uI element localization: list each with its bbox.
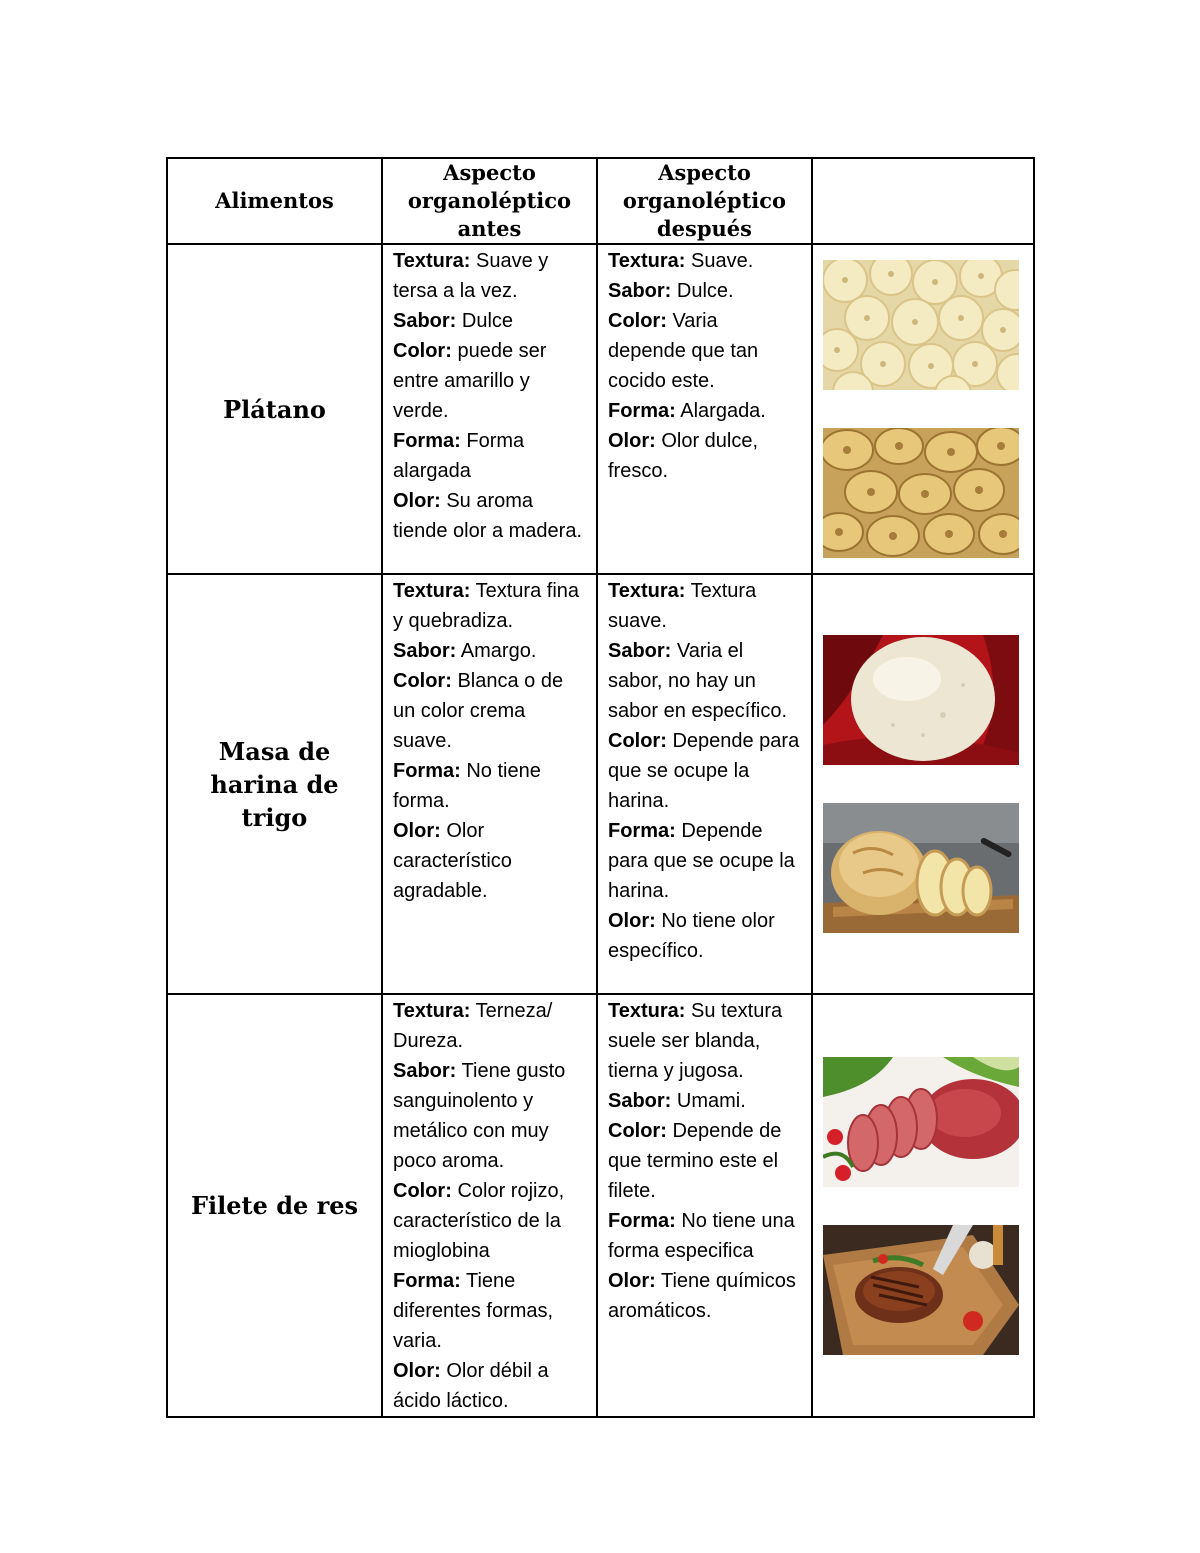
attribute-line: [393, 666, 586, 756]
attribute-value: Olor característico agradable.: [393, 820, 512, 902]
attribute-value: Suave y tersa a la vez.: [393, 250, 549, 302]
attribute-label: Forma:: [393, 760, 461, 782]
attribute-value: Umami.: [671, 1090, 746, 1112]
attribute-line: [393, 1176, 586, 1266]
attribute-line: [393, 306, 586, 336]
attribute-line: [608, 1086, 801, 1116]
attribute-line: [393, 486, 586, 546]
food-name: Masa de harina de trigo: [167, 574, 382, 994]
attribute-value: Amargo.: [456, 640, 537, 662]
attribute-label: Textura:: [608, 580, 686, 602]
attribute-line: [608, 816, 801, 906]
attribute-label: Textura:: [608, 250, 686, 272]
attribute-line: [608, 426, 801, 486]
attribute-label: Color:: [393, 340, 452, 362]
attribute-line: [393, 336, 586, 426]
aspect-after: [597, 244, 812, 574]
attribute-value: Color rojizo, característico de la mioglobina: [393, 1180, 565, 1262]
header-aspecto-antes: Aspecto organoléptico antes: [382, 158, 597, 244]
attribute-line: [608, 1266, 801, 1326]
attribute-value: Textura fina y quebradiza.: [393, 580, 580, 632]
attribute-value: No tiene una forma especifica: [608, 1210, 795, 1262]
attribute-label: Olor:: [608, 910, 656, 932]
header-row: [167, 158, 1034, 244]
attribute-line: [393, 1266, 586, 1356]
attribute-line: [393, 576, 586, 636]
attribute-value: Alargada.: [675, 400, 766, 422]
aspect-before: [382, 994, 597, 1417]
attribute-line: [608, 636, 801, 726]
header-alimentos: Alimentos: [167, 158, 382, 244]
attribute-line: [393, 996, 586, 1056]
attribute-line: [608, 396, 801, 426]
attribute-value: Tiene diferentes formas, varia.: [393, 1270, 554, 1352]
attribute-label: Sabor:: [608, 640, 672, 662]
attribute-value: Varia depende que tan cocido este.: [608, 310, 759, 392]
attribute-value: Depende para que se ocupe la harina.: [608, 730, 800, 812]
attribute-label: Sabor:: [393, 640, 457, 662]
organoleptic-table: [166, 157, 1035, 1418]
banana-slices-image: [823, 260, 1019, 390]
attribute-line: [608, 906, 801, 966]
attribute-value: No tiene olor específico.: [608, 910, 775, 962]
aspect-before: [382, 574, 597, 994]
aspect-after: [597, 994, 812, 1417]
banana-chips-image: [823, 428, 1019, 558]
attribute-line: [608, 1116, 801, 1206]
attribute-line: [393, 426, 586, 486]
attribute-label: Olor:: [393, 820, 441, 842]
attribute-value: Textura suave.: [608, 580, 757, 632]
attribute-label: Olor:: [608, 1270, 656, 1292]
attribute-value: Blanca o de un color crema suave.: [393, 670, 564, 752]
attribute-value: Forma alargada: [393, 430, 525, 482]
raw-beef-image: [823, 1057, 1019, 1187]
attribute-value: Su textura suele ser blanda, tierna y jugosa.: [608, 1000, 783, 1082]
attribute-value: No tiene forma.: [393, 760, 541, 812]
attribute-label: Color:: [608, 730, 667, 752]
grilled-steak-image: [823, 1225, 1019, 1355]
attribute-label: Color:: [393, 1180, 452, 1202]
attribute-line: [393, 816, 586, 906]
attribute-line: [608, 726, 801, 816]
header-aspecto-despues: Aspecto organoléptico después: [597, 158, 812, 244]
image-cell: [812, 994, 1034, 1417]
attribute-value: Dulce.: [671, 280, 734, 302]
attribute-label: Sabor:: [608, 1090, 672, 1112]
table-row: [167, 994, 1034, 1417]
attribute-value: Varia el sabor, no hay un sabor en específico.: [608, 640, 787, 722]
attribute-label: Textura:: [608, 1000, 686, 1022]
attribute-label: Sabor:: [393, 310, 457, 332]
table-row: [167, 244, 1034, 574]
attribute-label: Color:: [393, 670, 452, 692]
aspect-after: [597, 574, 812, 994]
attribute-label: Textura:: [393, 1000, 471, 1022]
attribute-value: puede ser entre amarillo y verde.: [393, 340, 547, 422]
attribute-line: [393, 1356, 586, 1416]
attribute-line: [608, 246, 801, 276]
attribute-label: Forma:: [393, 430, 461, 452]
attribute-label: Olor:: [608, 430, 656, 452]
attribute-line: [608, 276, 801, 306]
attribute-value: Tiene gusto sanguinolento y metálico con muy poco aroma.: [393, 1060, 566, 1172]
attribute-label: Sabor:: [608, 280, 672, 302]
aspect-before: [382, 244, 597, 574]
attribute-label: Color:: [608, 310, 667, 332]
attribute-line: [393, 756, 586, 816]
attribute-line: [393, 1056, 586, 1176]
attribute-label: Textura:: [393, 250, 471, 272]
attribute-label: Textura:: [393, 580, 471, 602]
attribute-value: Olor dulce, fresco.: [608, 430, 759, 482]
dough-ball-image: [823, 635, 1019, 765]
food-name: Filete de res: [167, 994, 382, 1417]
attribute-value: Tiene químicos aromáticos.: [608, 1270, 796, 1322]
attribute-label: Olor:: [393, 490, 441, 512]
attribute-value: Suave.: [685, 250, 754, 272]
attribute-value: Olor débil a ácido láctico.: [393, 1360, 549, 1412]
attribute-value: Depende para que se ocupe la harina.: [608, 820, 795, 902]
attribute-value: Terneza/ Dureza.: [393, 1000, 553, 1052]
attribute-value: Dulce: [456, 310, 514, 332]
attribute-value: Depende de que termino este el filete.: [608, 1120, 782, 1202]
attribute-label: Forma:: [608, 1210, 676, 1232]
attribute-line: [393, 636, 586, 666]
header-images: [812, 158, 1034, 244]
food-name: Plátano: [167, 244, 382, 574]
table-row: [167, 574, 1034, 994]
attribute-label: Forma:: [608, 820, 676, 842]
attribute-value: Su aroma tiende olor a madera.: [393, 490, 583, 542]
attribute-line: [608, 1206, 801, 1266]
attribute-line: [608, 306, 801, 396]
attribute-line: [608, 996, 801, 1086]
attribute-line: [393, 246, 586, 306]
attribute-line: [608, 576, 801, 636]
bread-loaf-image: [823, 803, 1019, 933]
attribute-label: Forma:: [608, 400, 676, 422]
image-cell: [812, 244, 1034, 574]
image-cell: [812, 574, 1034, 994]
attribute-label: Color:: [608, 1120, 667, 1142]
attribute-label: Sabor:: [393, 1060, 457, 1082]
attribute-label: Forma:: [393, 1270, 461, 1292]
attribute-label: Olor:: [393, 1360, 441, 1382]
